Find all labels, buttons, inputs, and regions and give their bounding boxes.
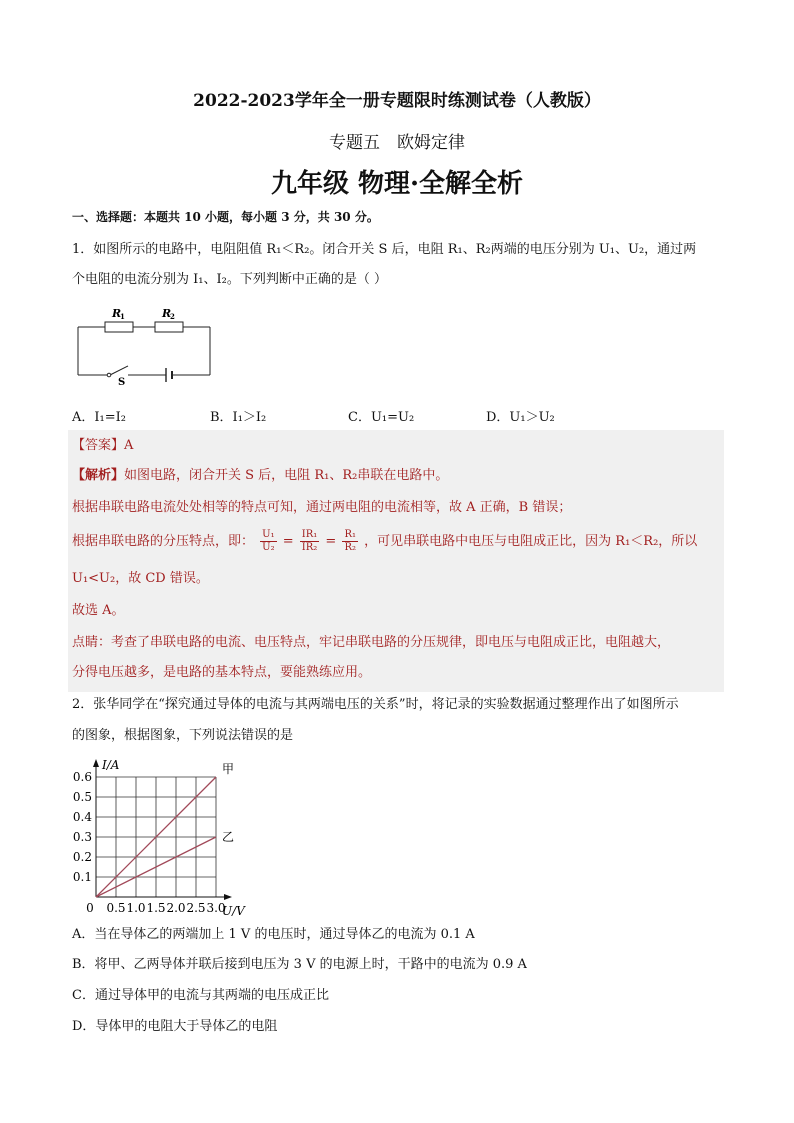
x-tick-label: 2.0 [166, 901, 186, 915]
analysis3-post: ，可见串联电路中电压与电阻成正比，因为 R₁＜R₂，所以 [364, 534, 698, 549]
r2-label: R [162, 307, 172, 320]
q1-analysis-line5: 故选 A。 [72, 603, 125, 618]
r1-label: R [112, 307, 122, 320]
y-tick-label: 0.4 [72, 810, 92, 824]
series-label-1: 甲 [222, 762, 235, 776]
q2-option-d[interactable]: D．导体甲的电阻大于导体乙的电阻 [72, 1019, 278, 1034]
q1-note-line2: 分得电压越多，是电路的基本特点，要能熟练应用。 [72, 665, 372, 680]
y-tick-label: 0.3 [72, 830, 92, 844]
q1-stem-line2: 个电阻的电流分别为 I₁、I₂。下列判断中正确的是（ ） [72, 272, 387, 287]
analysis-label: 【解析】 [72, 468, 125, 483]
r1-subscript: 1 [120, 312, 125, 321]
analysis-text: 如图电路，闭合开关 S 后，电阻 R₁、R₂串联在电路中。 [124, 468, 449, 483]
q2-stem-line2: 的图象，根据图象，下列说法错误的是 [72, 728, 294, 743]
q1-option-b[interactable]: B．I₁＞I₂ [210, 410, 267, 425]
x-tick-label: 1.5 [146, 901, 166, 915]
y-axis-arrow [93, 759, 99, 767]
q1-answer: 【答案】A [72, 438, 134, 453]
x-tick-label: 1.0 [126, 901, 146, 915]
q2-option-b[interactable]: B．将甲、乙两导体并联后接到电压为 3 V 的电源上时，干路中的电流为 0.9 A [72, 957, 527, 972]
fraction-u: $\frac{\text{U₁}}{\text{U₂}}$ [262, 529, 275, 553]
q2-stem-line1: 2．张华同学在“探究通过导体的电流与其两端电压的关系”时，将记录的实验数据通过整理作出了如图所示 [72, 697, 679, 712]
switch-label: S [118, 377, 126, 388]
y-tick-label: 0.1 [72, 870, 92, 884]
q1-circuit-diagram [70, 300, 220, 390]
equals-sign: = [282, 534, 294, 549]
q1-note-line1: 点睛：考查了串联电路的电流、电压特点，牢记串联电路的分压规律，即电压与电阻成正比，电阻越大， [72, 635, 671, 650]
y-tick-label: 0.5 [72, 790, 92, 804]
q1-analysis-line2: 根据串联电路电流处处相等的特点可知，通过两电阻的电流相等，故 A 正确，B 错误； [72, 500, 572, 515]
doc-subtitle: 专题五 欧姆定律 [329, 133, 465, 153]
x-tick-label: 0.5 [106, 901, 126, 915]
fraction-r: $\frac{\text{R₁}}{\text{R₂}}$ [344, 529, 357, 553]
doc-title: 2022-2023学年全一册专题限时练测试卷（人教版） [193, 91, 601, 111]
q1-analysis-line1 [72, 466, 448, 486]
y-tick-label: 0.6 [72, 770, 92, 784]
q1-option-c[interactable]: C．U₁=U₂ [348, 410, 415, 425]
section-title: 一、选择题：本题共 10 小题，每小题 3 分，共 30 分。 [72, 210, 379, 224]
y-axis-label: I/A [102, 758, 120, 772]
analysis3-pre: 根据串联电路的分压特点，即： [72, 534, 255, 549]
series-label-2: 乙 [222, 830, 235, 844]
equals-sign-2: = [325, 534, 337, 549]
q1-option-d[interactable]: D．U₁＞U₂ [486, 410, 555, 425]
q1-analysis-line4: U₁<U₂，故 CD 错误。 [72, 571, 209, 586]
r2-subscript: 2 [170, 312, 175, 321]
x-tick-label: 3.0 [206, 901, 226, 915]
q2-option-c[interactable]: C．通过导体甲的电流与其两端的电压成正比 [72, 988, 329, 1003]
q1-analysis-line3 [72, 524, 697, 560]
x-tick-label: 0 [86, 901, 94, 915]
q2-iu-chart [62, 752, 262, 920]
y-tick-label: 0.2 [72, 850, 92, 864]
x-axis-label: U/V [222, 904, 245, 918]
x-axis-arrow [224, 894, 232, 900]
q1-stem-line1: 1．如图所示的电路中，电阻阻值 R₁＜R₂。闭合开关 S 后，电阻 R₁、R₂两端的电压分别为 U₁、U₂，通过两 [72, 242, 697, 257]
q2-option-a[interactable]: A．当在导体乙的两端加上 1 V 的电压时，通过导体乙的电流为 0.1 A [72, 927, 475, 942]
fraction-ir: $\frac{\text{IR₁}}{\text{IR₂}}$ [301, 529, 318, 553]
x-tick-label: 2.5 [186, 901, 206, 915]
doc-heading: 九年级 物理·全解全析 [270, 169, 524, 199]
q1-option-a[interactable]: A．I₁=I₂ [72, 410, 126, 425]
